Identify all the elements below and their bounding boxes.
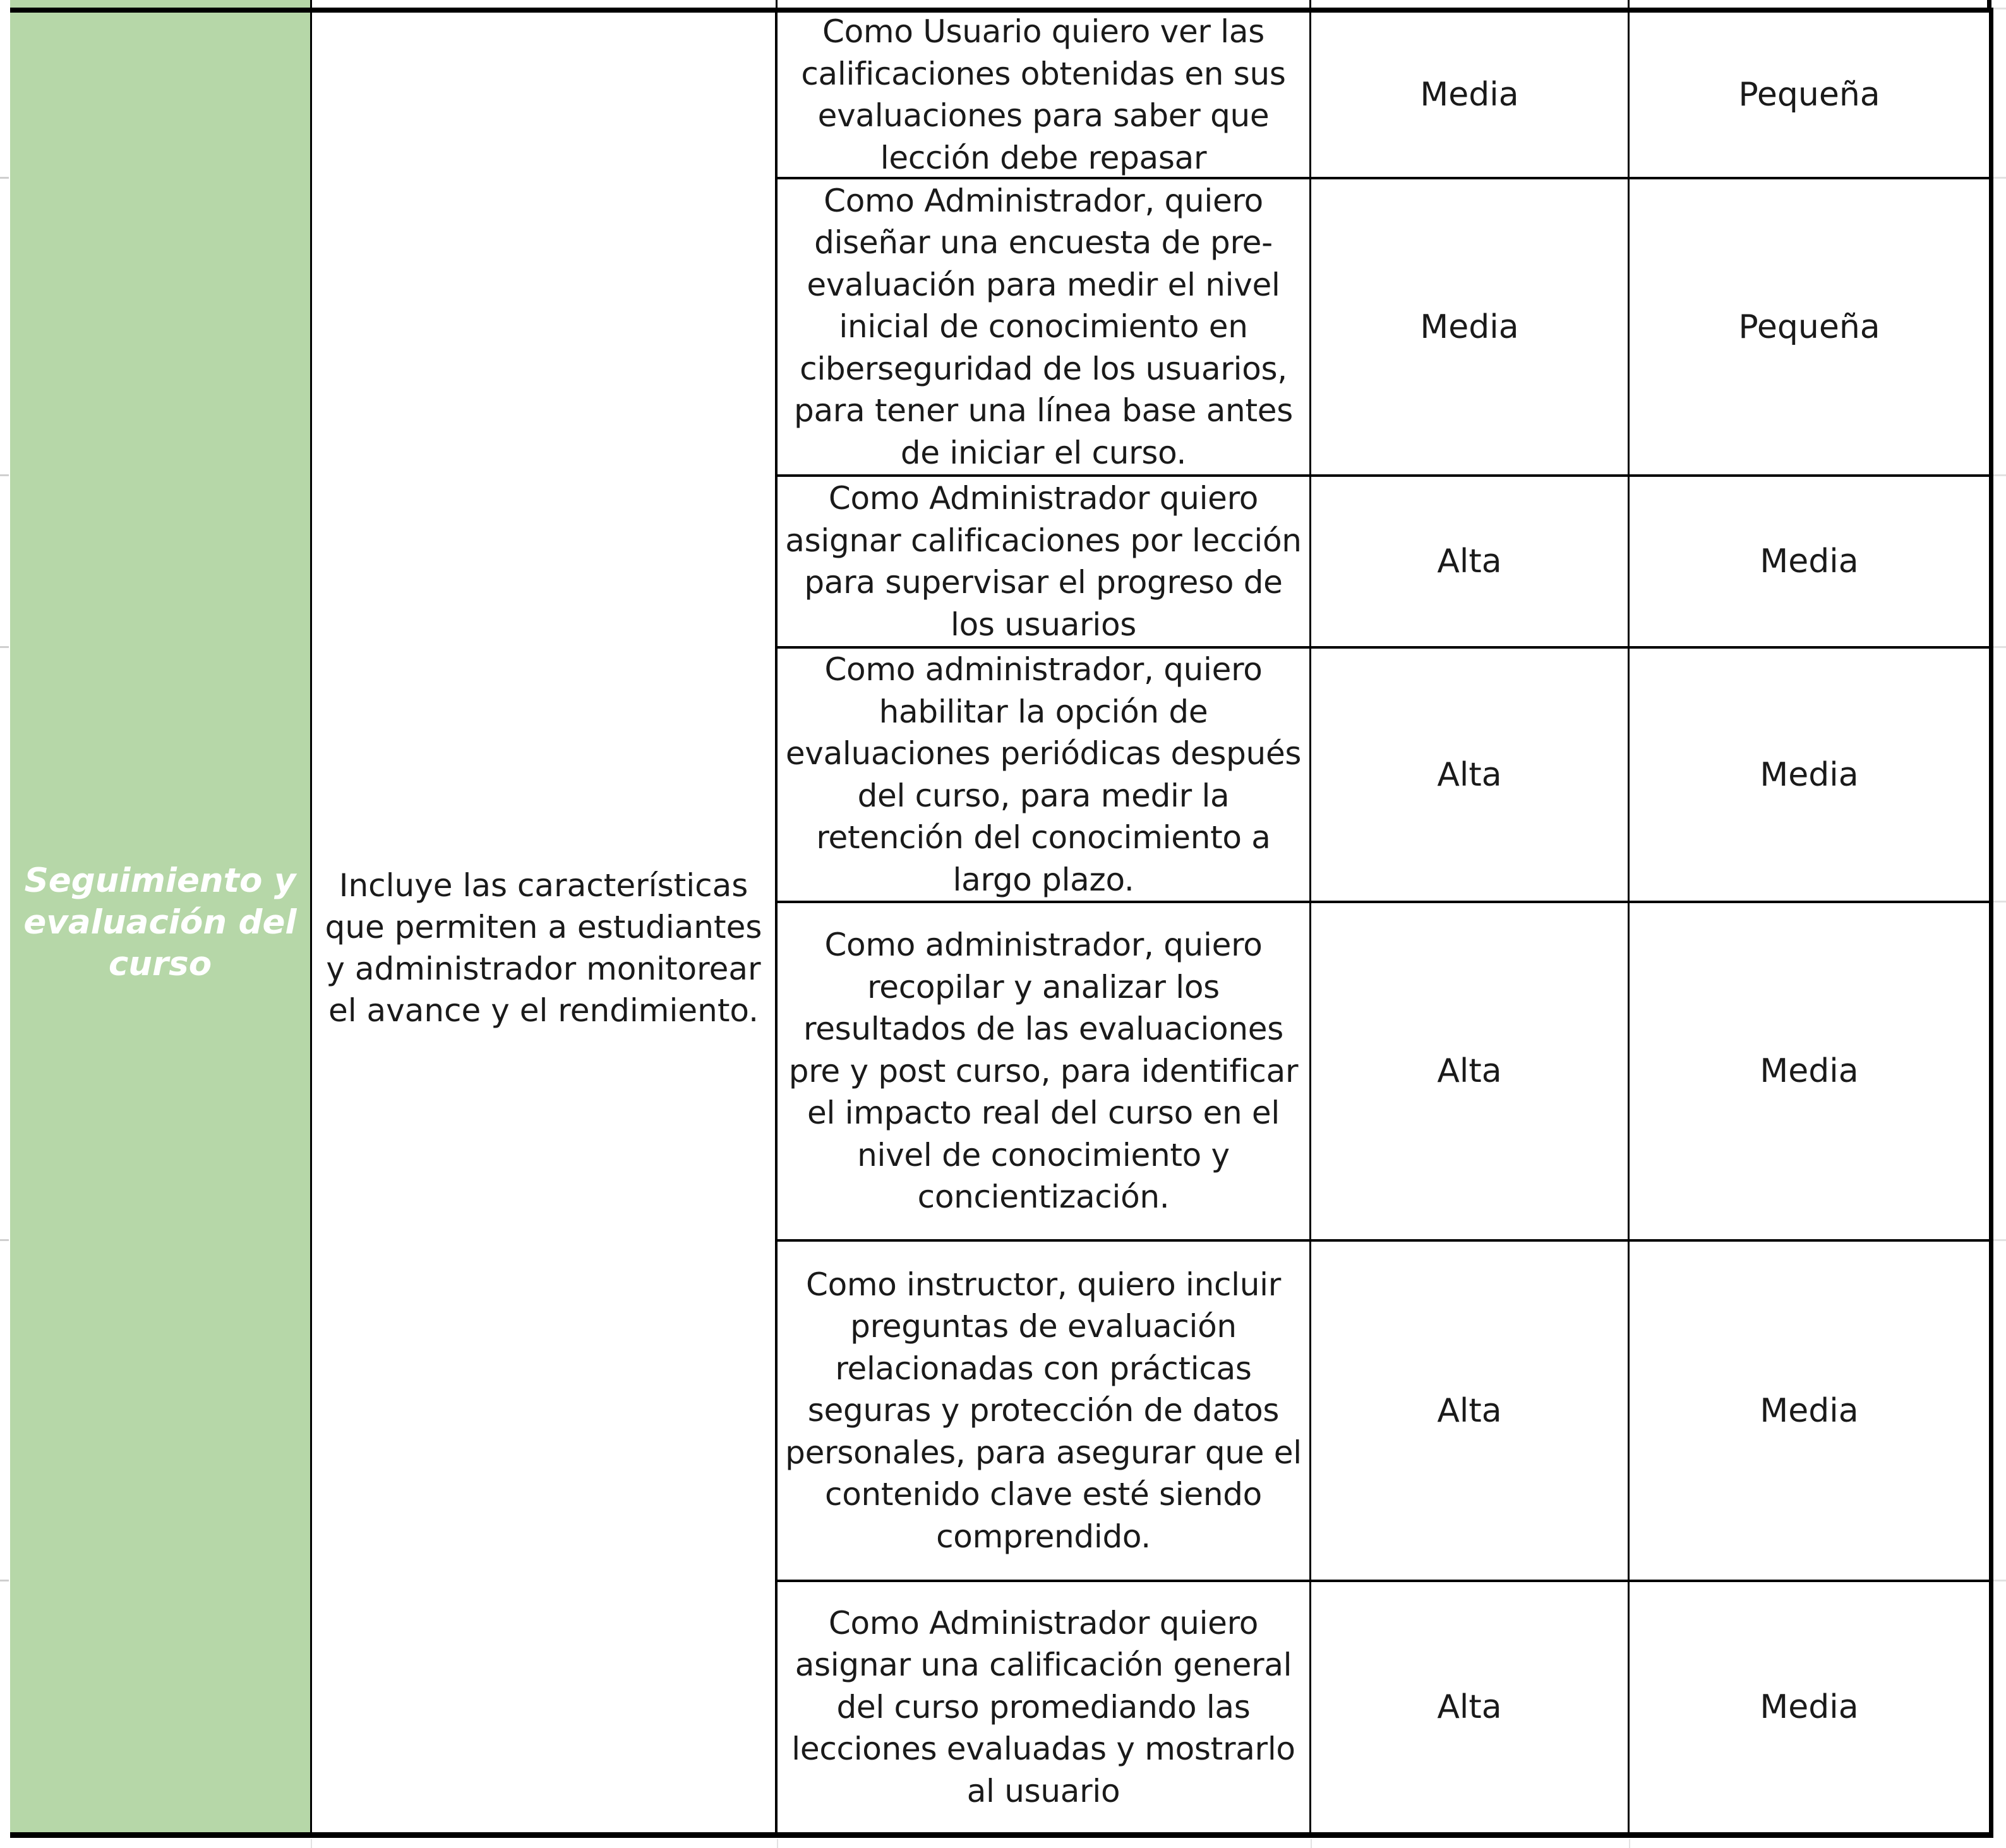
- gridline: [311, 1839, 312, 1848]
- size-cell[interactable]: [1630, 1582, 1989, 1832]
- previous-row-priority-cell[interactable]: [1311, 0, 1630, 8]
- story-text: Como instructor, quiero incluir preguntas de evaluación relacionadas con prácticas seguras y protección de datos personales, para asegurar que el contenido clave esté siendo comprendido.: [785, 1266, 1302, 1555]
- story-text: Como administrador, quiero recopilar y analizar los resultados de las evaluaciones pre y post curso, para identificar el impacto real del curso en el nivel de conocimiento y concientización.: [788, 927, 1299, 1216]
- row-gridline-tick: [0, 1580, 9, 1581]
- priority-value: Alta: [1437, 543, 1502, 580]
- size-cell[interactable]: [1630, 179, 1989, 474]
- story-row: [778, 1239, 1989, 1580]
- row-gridline-tick: [0, 1239, 9, 1241]
- user-stories-table: [10, 8, 1993, 1838]
- size-value: Media: [1760, 1688, 1859, 1726]
- size-cell[interactable]: [1630, 649, 1989, 901]
- priority-value: Alta: [1437, 1688, 1502, 1726]
- priority-value: Media: [1420, 76, 1519, 114]
- feature-title: Seguimiento y evaluación del curso: [23, 861, 297, 983]
- story-text: Como Administrador quiero asignar calificaciones por lección para supervisar el progreso de los usuarios: [785, 480, 1302, 643]
- size-value: Media: [1760, 1391, 1859, 1430]
- story-cell[interactable]: [778, 13, 1311, 177]
- story-row: [778, 646, 1989, 901]
- previous-row-description-cell[interactable]: [312, 0, 778, 8]
- size-value: Media: [1760, 1052, 1859, 1090]
- size-cell[interactable]: [1630, 13, 1989, 177]
- row-gridline-tick: [0, 474, 9, 476]
- story-cell[interactable]: [778, 1582, 1311, 1832]
- priority-cell[interactable]: [1311, 477, 1630, 646]
- story-text: Como Usuario quiero ver las calificaciones obtenidas en sus evaluaciones para saber que lección debe repasar: [801, 13, 1286, 176]
- priority-value: Media: [1420, 308, 1519, 346]
- story-row: [778, 177, 1989, 474]
- row-gridline-tick: [0, 177, 9, 179]
- priority-cell[interactable]: [1311, 903, 1630, 1239]
- story-cell[interactable]: [778, 1242, 1311, 1580]
- size-cell[interactable]: [1630, 903, 1989, 1239]
- size-value: Pequeña: [1738, 308, 1880, 346]
- previous-row-size-cell[interactable]: [1630, 0, 1991, 8]
- priority-value: Alta: [1437, 1391, 1502, 1430]
- gridline: [777, 1839, 778, 1848]
- story-cell[interactable]: [778, 903, 1311, 1239]
- priority-cell[interactable]: [1311, 1242, 1630, 1580]
- size-value: Media: [1760, 755, 1859, 794]
- row-gridline-tick: [0, 646, 9, 648]
- priority-cell[interactable]: [1311, 649, 1630, 901]
- story-text: Como Administrador quiero asignar una calificación general del curso promediando las lecciones evaluadas y mostrarlo al usuario: [791, 1604, 1295, 1809]
- gridline: [1629, 1839, 1630, 1848]
- priority-value: Alta: [1437, 1052, 1502, 1090]
- story-cell[interactable]: [778, 179, 1311, 474]
- priority-value: Alta: [1437, 755, 1502, 794]
- size-value: Pequeña: [1738, 76, 1880, 114]
- story-cell[interactable]: [778, 477, 1311, 646]
- story-cell[interactable]: [778, 649, 1311, 901]
- size-cell[interactable]: [1630, 477, 1989, 646]
- feature-description: Incluye las características que permiten a estudiantes y administrador monitorear el avance y el rendimiento.: [325, 867, 762, 1029]
- gridline: [1311, 1839, 1312, 1848]
- story-text: Como administrador, quiero habilitar la opción de evaluaciones periódicas después del curso, para medir la retención del conocimiento a largo plazo.: [785, 651, 1302, 898]
- priority-cell[interactable]: [1311, 179, 1630, 474]
- previous-row-story-cell[interactable]: [778, 0, 1311, 8]
- story-text: Como Administrador, quiero diseñar una encuesta de pre-evaluación para medir el nivel inicial de conocimiento en ciberseguridad de los usuarios, para tener una línea base antes de iniciar el curso.: [794, 182, 1293, 471]
- priority-cell[interactable]: [1311, 13, 1630, 177]
- size-cell[interactable]: [1630, 1242, 1989, 1580]
- story-row: [778, 13, 1989, 177]
- story-row: [778, 901, 1989, 1239]
- priority-cell[interactable]: [1311, 1582, 1630, 1832]
- size-value: Media: [1760, 543, 1859, 580]
- previous-row-feature-cell[interactable]: [10, 0, 312, 8]
- description-cell[interactable]: [312, 13, 778, 1832]
- story-row: [778, 1580, 1989, 1832]
- feature-cell[interactable]: [10, 13, 312, 1832]
- story-row: [778, 474, 1989, 646]
